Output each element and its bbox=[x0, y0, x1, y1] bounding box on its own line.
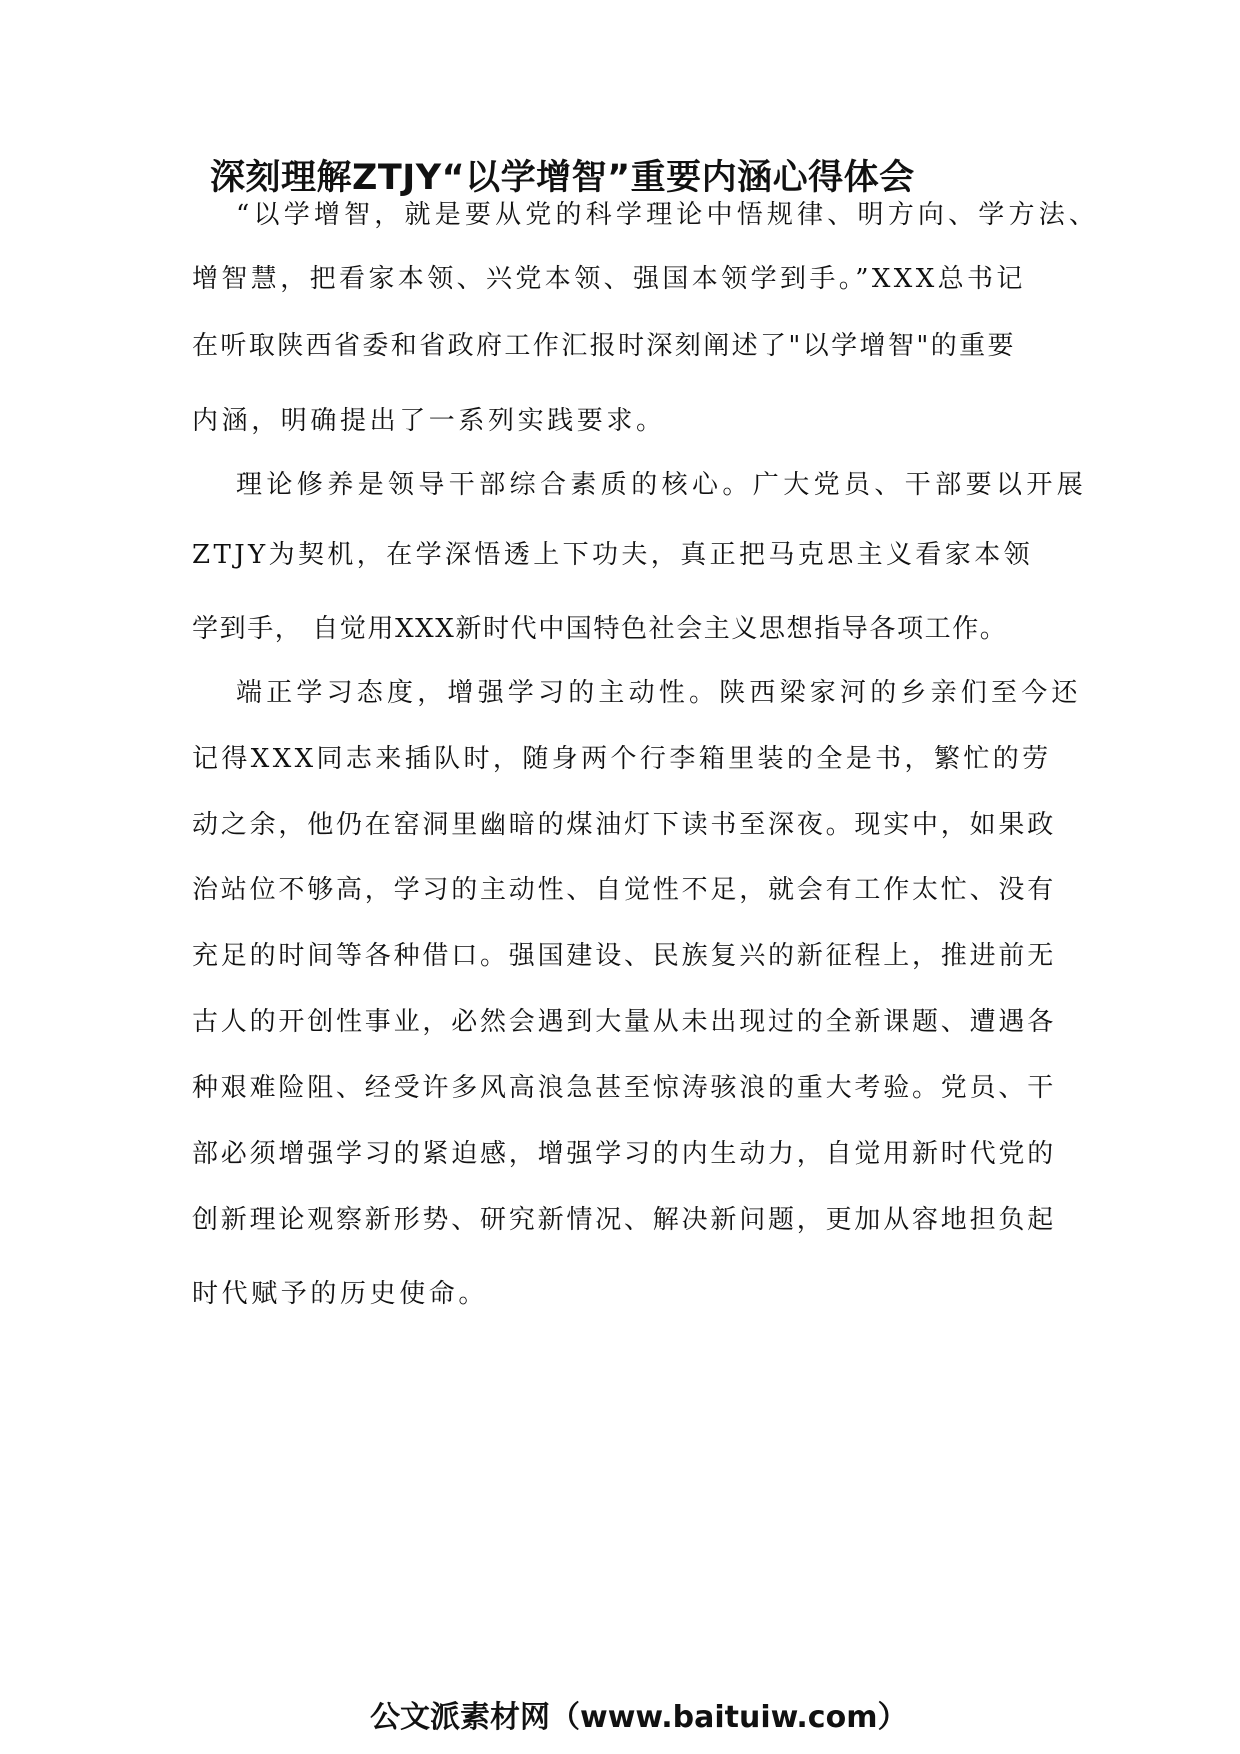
paragraph-3-line-7: 种艰难险阻、经受许多风高浪急甚至惊涛骇浪的重大考验。党员、干 bbox=[192, 1073, 1057, 1103]
paragraph-1-line-4: 内涵，明确提出了一系列实践要求。 bbox=[192, 406, 666, 436]
paragraph-3-line-9: 创新理论观察新形势、研究新情况、解决新问题，更加从容地担负起 bbox=[192, 1205, 1057, 1235]
paragraph-3-line-4: 治站位不够高，学习的主动性、自觉性不足，就会有工作太忙、没有 bbox=[192, 875, 1057, 905]
paragraph-3-line-5: 充足的时间等各种借口。强国建设、民族复兴的新征程上，推进前无 bbox=[192, 941, 1057, 971]
paragraph-1-line-3: 在听取陕西省委和省政府工作汇报时深刻阐述了"以学增智"的重要 bbox=[192, 331, 1016, 361]
paragraph-3-line-1: 端正学习态度，增强学习的主动性。陕西梁家河的乡亲们至今还 bbox=[236, 678, 1082, 708]
paragraph-1-line-1: “以学增智，就是要从党的科学理论中悟规律、明方向、学方法、 bbox=[236, 200, 1100, 230]
paragraph-3-line-2: 记得XXX同志来插队时，随身两个行李箱里装的全是书，繁忙的劳 bbox=[192, 744, 1052, 774]
footer-source-text: 公文派素材网（www.baituiw.com） bbox=[370, 1700, 908, 1735]
paragraph-2-line-2: ZTJY为契机，在学深悟透上下功夫，真正把马克思主义看家本领 bbox=[192, 540, 1033, 570]
paragraph-2-line-3: 学到手， 自觉用XXX新时代中国特色社会主义思想指导各项工作。 bbox=[192, 614, 1008, 644]
document-title: 深刻理解ZTJY“以学增智”重要内涵心得体会 bbox=[210, 158, 915, 198]
paragraph-2-line-1: 理论修养是领导干部综合素质的核心。广大党员、干部要以开展 bbox=[236, 470, 1088, 500]
paragraph-3-line-8: 部必须增强学习的紧迫感，增强学习的内生动力，自觉用新时代党的 bbox=[192, 1139, 1057, 1169]
paragraph-3-line-3: 动之余，他仍在窑洞里幽暗的煤油灯下读书至深夜。现实中，如果政 bbox=[192, 810, 1057, 840]
paragraph-1-line-2: 增智慧，把看家本领、兴党本领、强国本领学到手。”XXX总书记 bbox=[192, 264, 1026, 294]
paragraph-3-line-6: 古人的开创性事业，必然会遇到大量从未出现过的全新课题、遭遇各 bbox=[192, 1007, 1057, 1037]
paragraph-3-line-10: 时代赋予的历史使命。 bbox=[192, 1279, 489, 1309]
